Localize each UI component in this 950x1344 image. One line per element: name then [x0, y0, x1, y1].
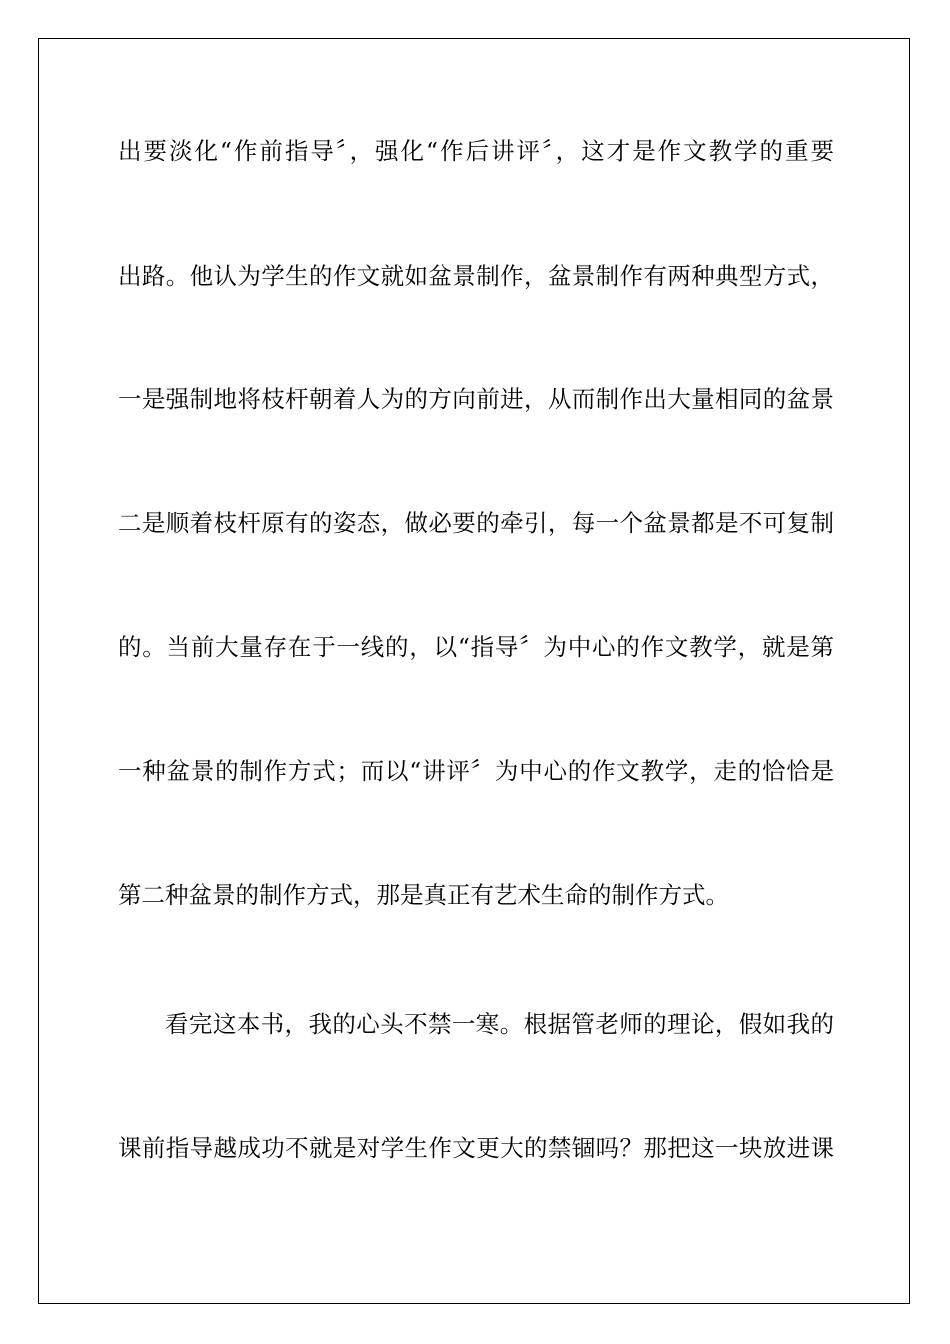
text-line-1: 出要淡化“作前指导〞，强化“作后讲评〞，这才是作文教学的重要: [118, 137, 834, 165]
text-line-5: 的。当前大量存在于一线的，以“指导〞为中心的作文教学，就是第: [118, 633, 834, 661]
text-line-2: 出路。他认为学生的作文就如盆景制作，盆景制作有两种典型方式，: [118, 262, 834, 290]
text-line-4: 二是顺着枝杆原有的姿态，做必要的牵引，每一个盆景都是不可复制: [118, 509, 834, 537]
text-line-7: 第二种盆景的制作方式，那是真正有艺术生命的制作方式。: [118, 881, 729, 909]
text-line-3: 一是强制地将枝杆朝着人为的方向前进，从而制作出大量相同的盆景: [118, 385, 834, 413]
text-line-9: 课前指导越成功不就是对学生作文更大的禁锢吗？那把这一块放进课: [118, 1134, 834, 1162]
page-border: [38, 38, 910, 1304]
text-line-8: 看完这本书，我的心头不禁一寒。根据管老师的理论，假如我的: [165, 1010, 834, 1038]
text-line-6: 一种盆景的制作方式；而以“讲评〞为中心的作文教学，走的恰恰是: [118, 757, 834, 785]
